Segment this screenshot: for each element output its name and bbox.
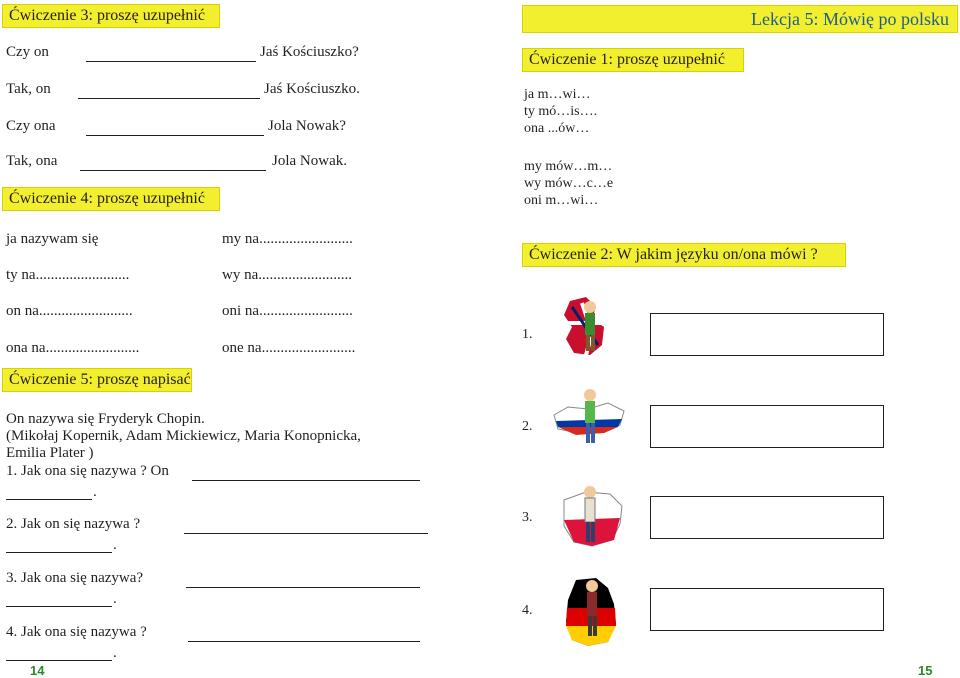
ex4-col2-item-3: oni na......................... [222, 303, 353, 319]
ex5-intro-line-1: On nazywa się Fryderyk Chopin. [6, 411, 205, 427]
ex4-col1-item-3: on na......................... [6, 303, 133, 319]
ex3-row-2-suffix: Jaś Kościuszko. [264, 81, 360, 97]
lesson-title: Lekcja 5: Mówię po polsku [522, 5, 958, 33]
exercise-5-header: Ćwiczenie 5: proszę napisać [2, 368, 192, 392]
ex5-answer-1-line-a[interactable] [192, 480, 420, 481]
ex5-question-3: 3. Jak ona się nazywa? [6, 570, 144, 586]
ex2-answer-box-4[interactable] [650, 588, 884, 631]
ex2-item-2-number: 2. [522, 419, 533, 434]
ex1-line-2: ty mó…is…. [524, 104, 598, 119]
ex5-answer-3-end: . [113, 591, 117, 607]
ex5-answer-2-line-a[interactable] [184, 533, 428, 534]
ex3-row-3-suffix: Jola Nowak? [268, 118, 346, 134]
ex3-row-4-prefix: Tak, ona [6, 153, 58, 169]
ex3-row-3-prefix: Czy ona [6, 118, 56, 134]
ex5-answer-2-line-b[interactable] [6, 552, 112, 553]
ex3-row-2-prefix: Tak, on [6, 81, 51, 97]
ex5-answer-2-end: . [113, 537, 117, 553]
poland-map-icon [556, 480, 628, 556]
ex5-answer-4-line-b[interactable] [6, 660, 112, 661]
exercise-3-header: Ćwiczenie 3: proszę uzupełnić [2, 4, 220, 28]
ex5-answer-4-line-a[interactable] [188, 641, 420, 642]
ex3-row-2-blank[interactable] [78, 98, 260, 99]
ex2-item-1-number: 1. [522, 327, 533, 342]
ex3-row-4-suffix: Jola Nowak. [272, 153, 347, 169]
exercise-4-header: Ćwiczenie 4: proszę uzupełnić [2, 187, 220, 211]
ex4-col1-item-2: ty na......................... [6, 267, 130, 283]
ex3-row-4-blank[interactable] [80, 170, 266, 171]
ex4-col1-item-4: ona na......................... [6, 340, 140, 356]
ex2-answer-box-3[interactable] [650, 496, 884, 539]
ex2-answer-box-2[interactable] [650, 405, 884, 448]
russia-map-icon [548, 385, 628, 457]
ex2-item-3-number: 3. [522, 510, 533, 525]
ex3-row-1-blank[interactable] [86, 61, 256, 62]
ex1-line-3: ona ...ów… [524, 121, 590, 136]
ex5-question-2: 2. Jak on się nazywa ? [6, 516, 141, 532]
ex1-line-1: ja m…wi… [524, 87, 591, 102]
ex3-row-3-blank[interactable] [86, 135, 264, 136]
uk-map-icon [552, 293, 624, 365]
ex5-answer-3-line-b[interactable] [6, 606, 112, 607]
ex5-answer-1-end: . [93, 484, 97, 500]
ex1-line-5: wy mów…c…e [524, 176, 614, 191]
ex4-col2-item-2: wy na......................... [222, 267, 352, 283]
ex1-line-6: oni m…wi… [524, 193, 599, 208]
ex5-answer-1-line-b[interactable] [6, 499, 92, 500]
ex4-col1-item-1: ja nazywam się [6, 231, 99, 247]
ex2-item-4-number: 4. [522, 603, 533, 618]
ex1-line-4: my mów…m… [524, 159, 613, 174]
page-number-right: 15 [918, 663, 933, 678]
ex5-question-1: 1. Jak ona się nazywa ? On [6, 463, 169, 479]
germany-map-icon [556, 572, 626, 652]
ex4-col2-item-1: my na......................... [222, 231, 353, 247]
ex5-question-4: 4. Jak ona się nazywa ? [6, 624, 147, 640]
ex3-row-1-prefix: Czy on [6, 44, 49, 60]
ex4-col2-item-4: one na......................... [222, 340, 356, 356]
exercise-2-header: Ćwiczenie 2: W jakim języku on/ona mówi ? [522, 243, 846, 267]
exercise-1-header: Ćwiczenie 1: proszę uzupełnić [522, 48, 744, 72]
ex2-answer-box-1[interactable] [650, 313, 884, 356]
ex5-answer-3-line-a[interactable] [186, 587, 420, 588]
page-number-left: 14 [30, 663, 45, 678]
ex5-intro-line-2: (Mikołaj Kopernik, Adam Mickiewicz, Maria Konopnicka, [6, 428, 361, 444]
ex3-row-1-suffix: Jaś Kościuszko? [260, 44, 359, 60]
ex5-answer-4-end: . [113, 645, 117, 661]
ex5-intro-line-3: Emilia Plater ) [6, 445, 94, 461]
